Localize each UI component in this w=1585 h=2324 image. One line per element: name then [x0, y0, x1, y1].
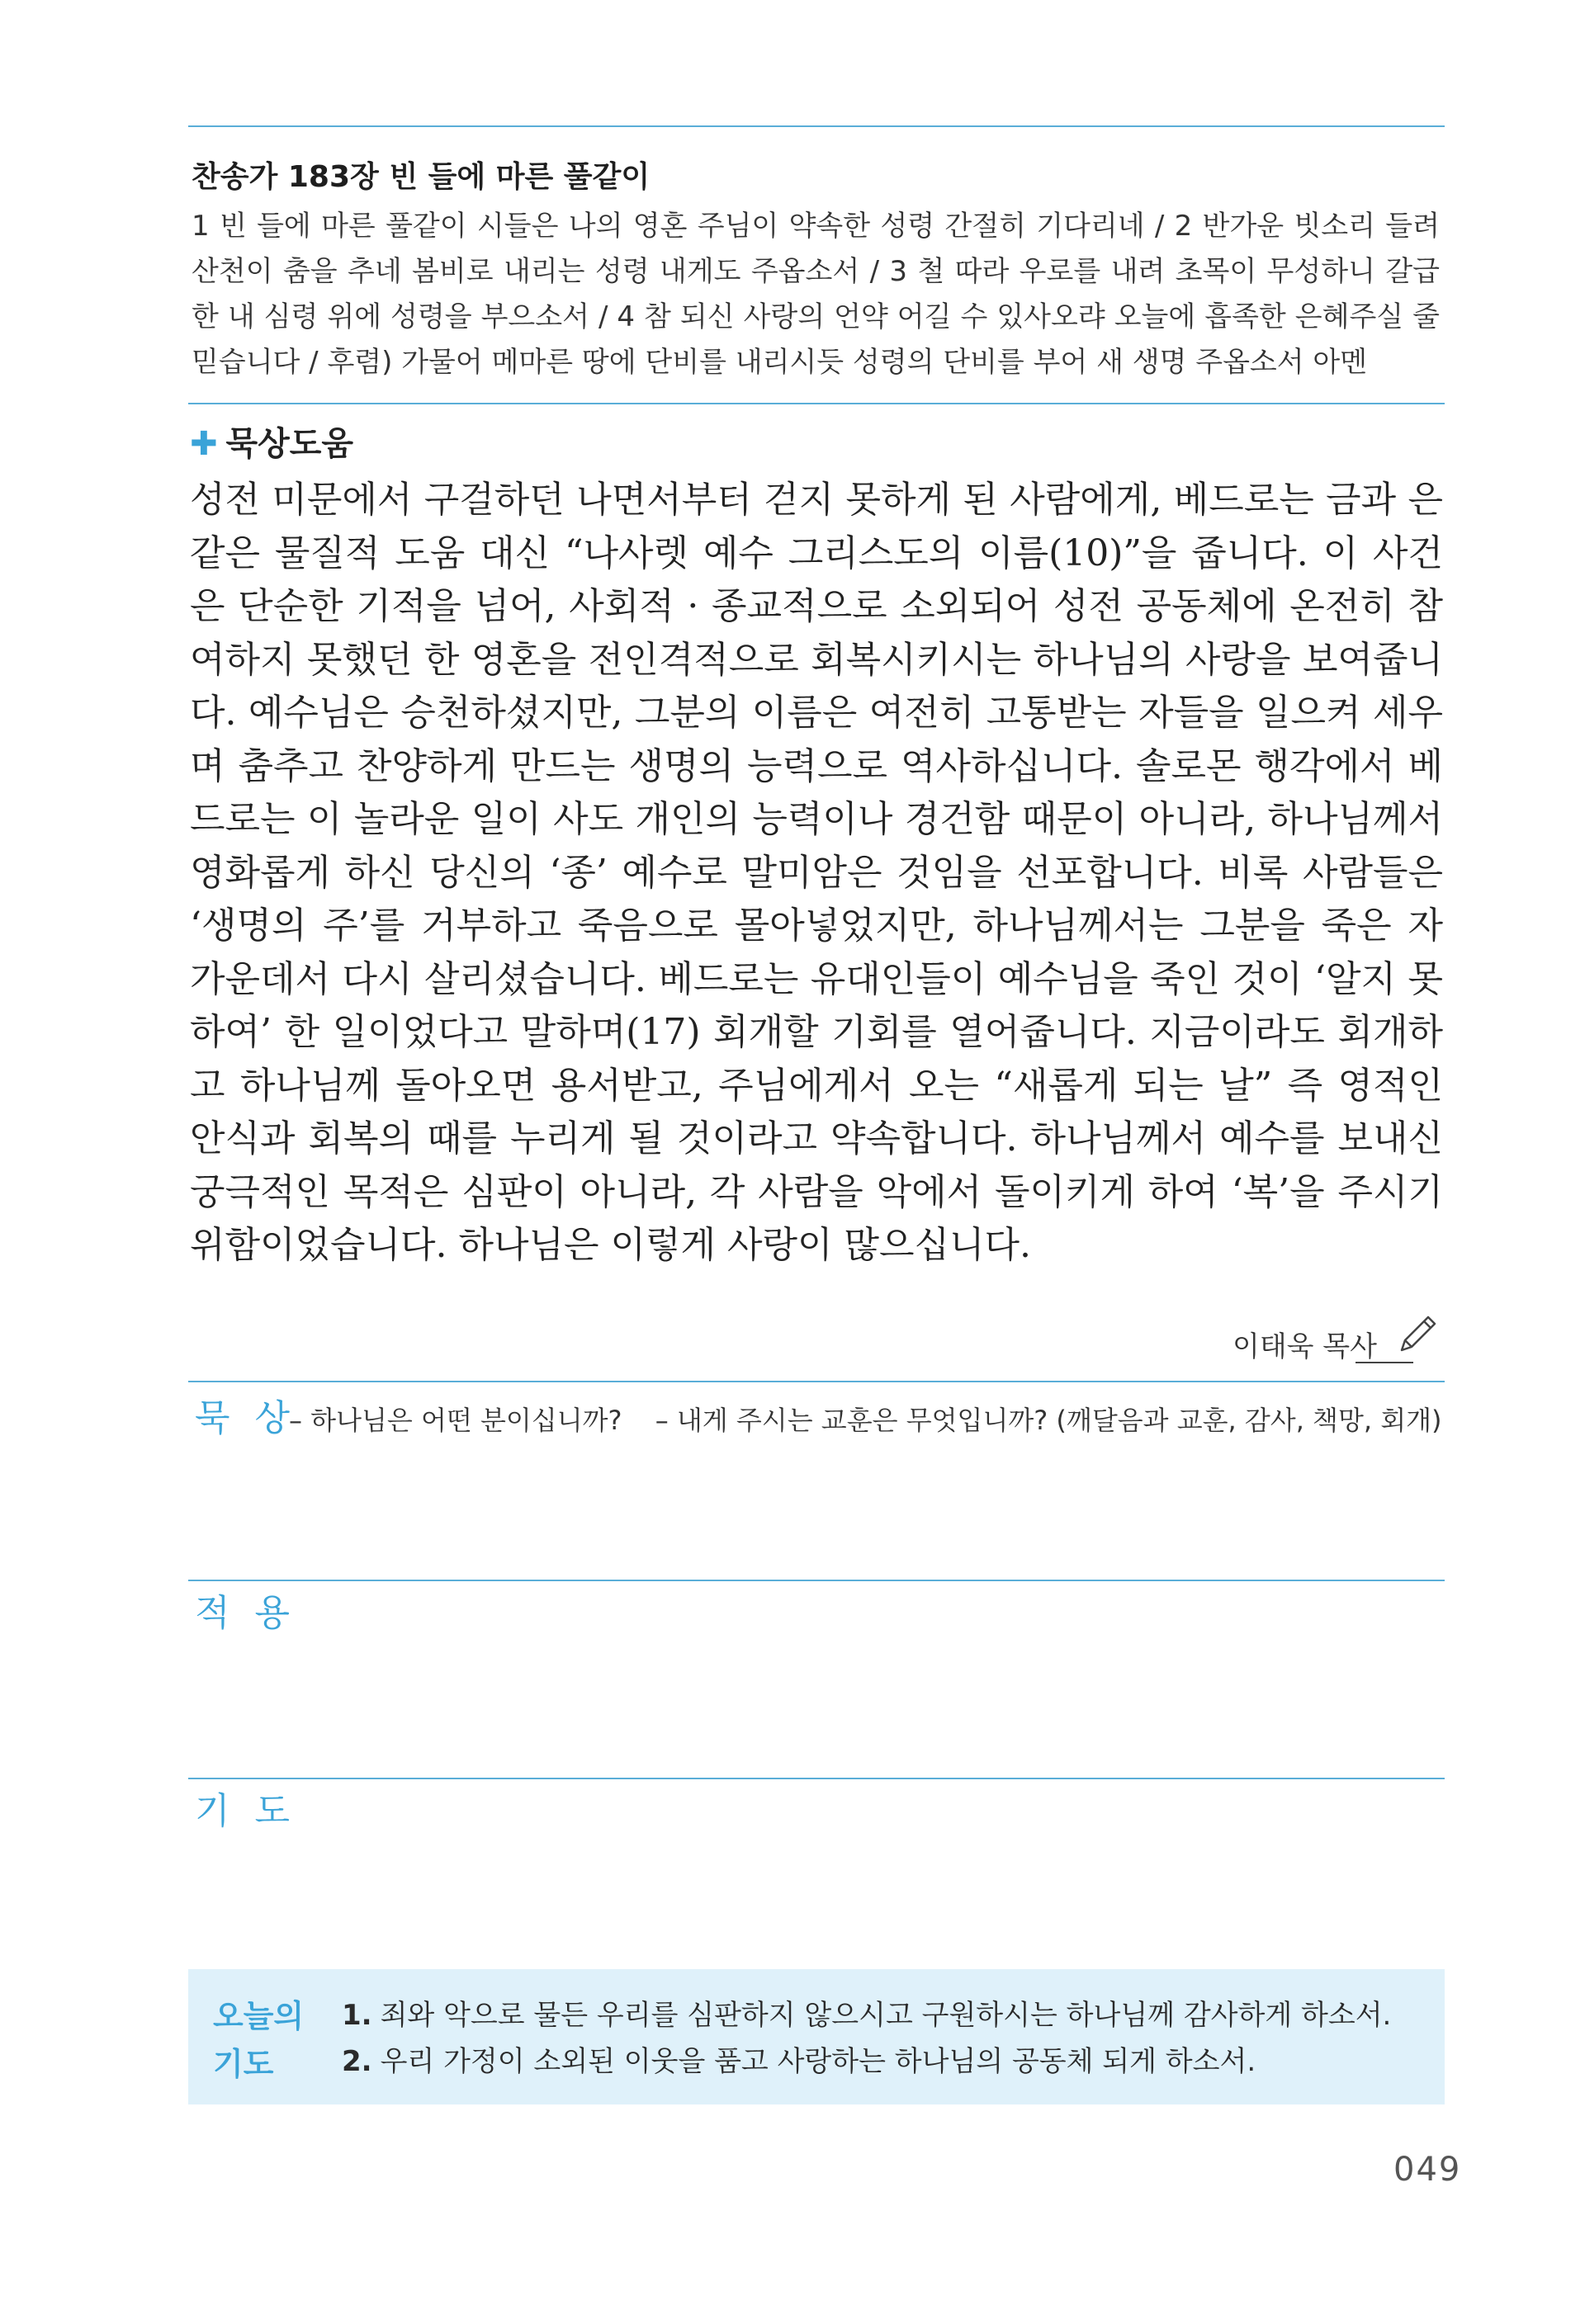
- hymn-title: 찬송가 183장 빈 들에 마른 풀같이: [192, 160, 651, 194]
- prompt-question-2: – 내게 주시는 교훈은 무엇입니까? (깨달음과 교훈, 감사, 책망, 회개): [655, 1405, 1442, 1436]
- muksang-prompts: [289, 1400, 1467, 1438]
- apply-label: 적 용: [195, 1592, 296, 1634]
- page-number: 049: [1393, 2151, 1462, 2189]
- hymn-bottom-rule: [188, 403, 1445, 404]
- hymn-lyrics: 1 빈 들에 마른 풀같이 시들은 나의 영혼 주님이 약속한 성령 간절히 기다리네 / 2 반가운 빗소리 들려 산천이 춤을 추네 봄비로 내리는 성령 내게도 주옵소서 / 3 철 따라 우로를 내려 초목이 무성하니 갈급한 내 심령 위에 성령을 부으소서 / 4 참 되신 사랑의 언약 어길 수 있사오랴 오늘에 흡족한 은혜주실 줄 믿습니다 / 후렴) 가물어 메마른 땅에 단비를 내리시듯 성령의 단비를 부어 새 생명 주옵소서 아멘: [192, 210, 1440, 379]
- top-rule: [188, 125, 1445, 127]
- pencil-icon: [1395, 1311, 1441, 1357]
- prayer-item-number: 1.: [342, 1999, 372, 2032]
- prompt-question-1: – 하나님은 어떤 분이십니까?: [289, 1405, 622, 1436]
- plus-icon: ✚: [190, 425, 218, 463]
- prayer-item: [342, 2038, 1391, 2085]
- meditation-body: 성전 미문에서 구걸하던 나면서부터 걷지 못하게 된 사람에게, 베드로는 금과 은 같은 물질적 도움 대신 “나사렛 예수 그리스도의 이름(10)”을 줍니다. 이 사건은 단순한 기적을 넘어, 사회적 · 종교적으로 소외되어 성전 공동체에 온전히 참여하지 못했던 한 영혼을 전인격적으로 회복시키시는 하나님의 사랑을 보여줍니다. 예수님은 승천하셨지만, 그분의 이름은 여전히 고통받는 자들을 일으켜 세우며 춤추고 찬양하게 만드는 생명의 능력으로 역사하십니다. 솔로몬 행각에서 베드로는 이 놀라운 일이 사도 개인의 능력이나 경건함 때문이 아니라, 하나님께서 영화롭게 하신 당신의 ‘종’ 예수로 말미암은 것임을 선포합니다. 비록 사람들은 ‘생명의 주’를 거부하고 죽음으로 몰아넣었지만, 하나님께서는 그분을 죽은 자 가운데서 다시 살리셨습니다. 베드로는 유대인들이 예수님을 죽인 것이 ‘알지 못하여’ 한 일이었다고 말하며(17) 회개할 기회를 열어줍니다. 지금이라도 회개하고 하나님께 돌아오면 용서받고, 주님에게서 오는 “새롭게 되는 날” 즉 영적인 안식과 회복의 때를 누리게 될 것이라고 약속합니다. 하나님께서 예수를 보내신 궁극적인 목적은 심판이 아니라, 각 사람을 악에서 돌이키게 하여 ‘복’을 주시기 위함이었습니다. 하나님은 이렇게 사랑이 많으십니다.: [190, 479, 1443, 1266]
- today-prayer-list: [342, 1992, 1391, 2085]
- meditation-heading-label: 묵상도움: [225, 425, 354, 463]
- meditation-heading: [190, 418, 353, 465]
- today-prayer-box: [188, 1969, 1445, 2104]
- prayer-item-number: 2.: [342, 2045, 372, 2078]
- muksang-label: 묵 상: [195, 1397, 296, 1439]
- today-prayer-label: [213, 1992, 304, 2088]
- pray-rule: [188, 1778, 1445, 1779]
- prayer-item-text: 우리 가정이 소외된 이웃을 품고 사랑하는 하나님의 공동체 되게 하소서.: [380, 2045, 1256, 2078]
- today-prayer-label-line2: 기도: [213, 2046, 274, 2082]
- apply-rule: [188, 1580, 1445, 1581]
- muksang-rule: [188, 1381, 1445, 1382]
- pray-label: 기 도: [195, 1790, 296, 1832]
- author-name: 이태욱 목사: [1232, 1330, 1377, 1363]
- prayer-item-text: 죄와 악으로 물든 우리를 심판하지 않으시고 구원하시는 하나님께 감사하게 하소서.: [380, 1999, 1392, 2032]
- prayer-item: [342, 1992, 1391, 2038]
- signature-line: [1356, 1362, 1413, 1363]
- today-prayer-label-line1: 오늘의: [213, 1998, 305, 2034]
